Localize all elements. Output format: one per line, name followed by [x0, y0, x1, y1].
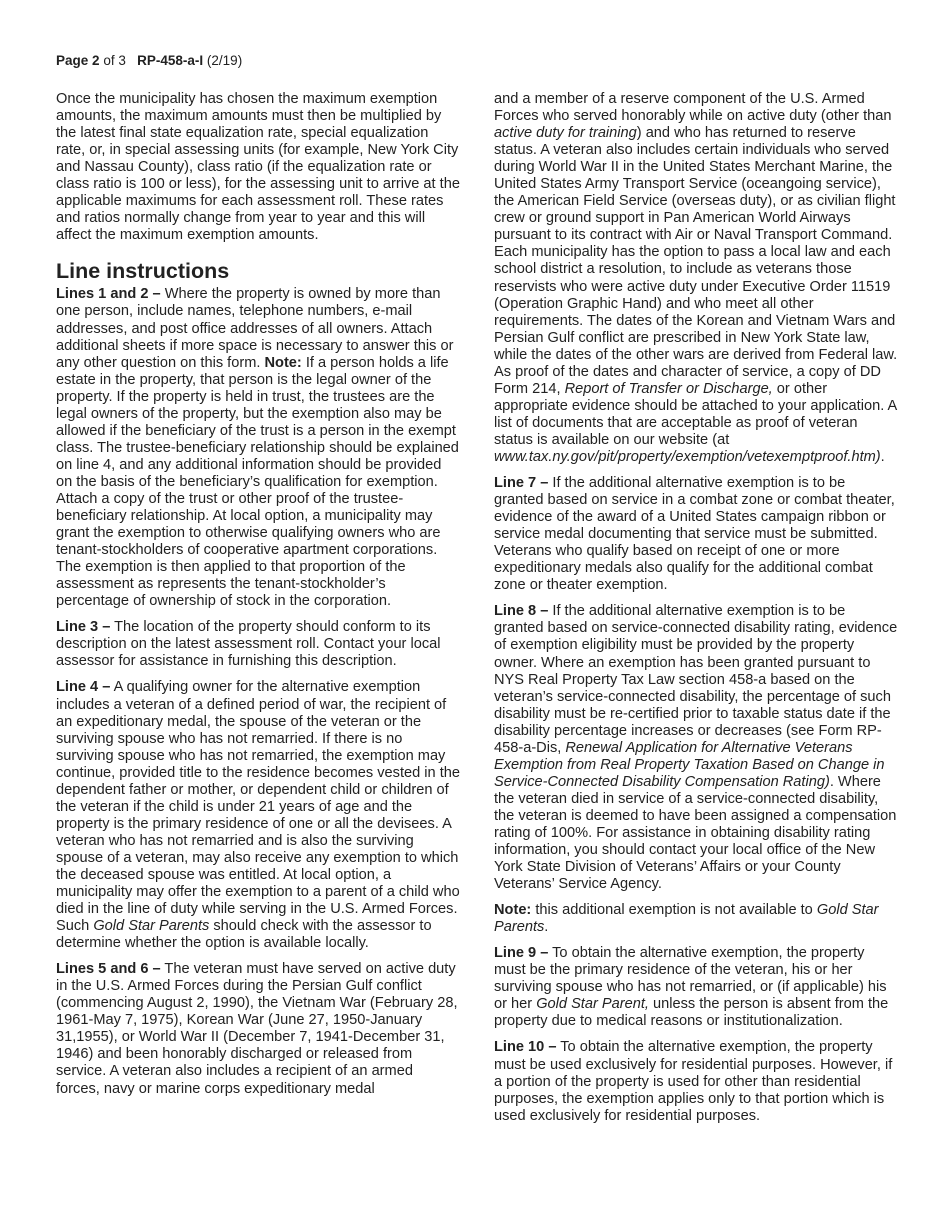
line-4-paragraph — [56, 679, 460, 952]
page-header — [56, 53, 242, 68]
paragraph-text: To obtain the alternative exemption, the property must be the primary residence of the veteran, his or her surviving spouse who has not remarried, or (if applicable) his or her — [494, 945, 887, 1013]
line-8-paragraph — [494, 603, 898, 893]
line-10-paragraph — [494, 1039, 898, 1124]
note-label: Note: — [494, 902, 532, 919]
paragraph-text: If a person holds a life estate in the property, that person is the legal owner of the property. If the property is held in trust, the trustees are the legal owners of the property, but the exemption also may be allowed if the beneficiary of the trust is a person in the exempt class. The trustee-beneficiary relationship should be explained on line 4, and any additional information should be provided on the basis of the beneficiary’s qualification for exemption. Attach a copy of the trust or other proof of the trustee-beneficiary relationship. At local option, a municipality may grant the exemption to otherwise qualifying owners who are tenant-stockholders of cooperative apartment corporations. The exemption is then applied to that proportion of the assessment as represents the tenant-stockholder’s percentage of ownership of stock in the corporation. — [56, 354, 459, 610]
paragraph-text: . — [544, 919, 549, 936]
right-column — [494, 91, 898, 1134]
line-label: Line 4 – — [56, 679, 111, 696]
line-9-paragraph — [494, 945, 898, 1030]
left-column — [56, 91, 460, 1107]
line-label: Line 9 – — [494, 945, 549, 962]
paragraph-text: unless the person is absent from the property due to medical reasons or institutionalization. — [494, 996, 889, 1030]
paragraph-text: . — [880, 448, 885, 465]
line-label: Lines 5 and 6 – — [56, 961, 161, 978]
website-url: www.tax.ny.gov/pit/property/exemption/vetexemptproof.htm) — [494, 448, 881, 465]
line-label: Lines 1 and 2 – — [56, 286, 161, 303]
line-7-paragraph — [494, 475, 898, 594]
section-heading: Line instructions — [56, 259, 230, 284]
line-label: Line 8 – — [494, 603, 549, 620]
paragraph-text: Where the property is owned by more than one person, include names, telephone numbers, e-mail addresses, and post office addresses of all owners. Attach additional sheets if more space is necessary to answer this or any other question on this form. — [56, 286, 454, 371]
paragraph-text: A qualifying owner for the alternative exemption includes a veteran of a defined period of war, the recipient of an expeditionary medal, the spouse of the veteran or the surviving spouse who has not remarried. If there is no surviving spouse who has not remarried, the exemption may continue, provided title to the residence becomes vested in the dependent father or mother, or dependent child or children of the veteran if the child is under 21 years of age and the property is the primary residence of one or all the devisees. A veteran who has not remarried and is also the surviving spouse of a veteran, may also receive any exemption to which the deceased spouse was entitled. At local option, a municipality may offer the exemption to a parent of a child who died in the line of duty while serving in the U.S. Armed Forces. Such — [56, 679, 461, 935]
form-id: RP-458-a-I — [137, 53, 204, 68]
lines-5-6-continued — [494, 91, 898, 466]
italic-text: Gold Star Parents — [93, 918, 210, 935]
intro-paragraph: Once the municipality has chosen the maximum exemption amounts, the maximum amounts must then be multiplied by the latest final state equalization rate, special equalization rate, or, in special assessing units (for example, New York City and Nassau County), class ratio (if the equalization rate or class ratio is 100 or less), for the assessing unit to arrive at the applicable maximums for each assessment roll. These rates and ratios normally change from year to year and this will affect the maximum exemption amounts. — [56, 91, 460, 244]
italic-text: Renewal Application for Alternative Veterans Exemption from Real Property Taxation Based on Change in Service-Connected Disability Compensation Rating) — [494, 739, 885, 790]
paragraph-text: The veteran must have served on active duty in the U.S. Armed Forces during the Persian Gulf conflict (commencing August 2, 1990), the Vietnam War (February 28, 1961-May 7, 1975), Korean War (June 27, 1950-January 31,1955), or World War II (December 7, 1941-December 31, 1946) and been honorably discharged or released from service. A veteran also includes a recipient of an armed forces, navy or marine corps expeditionary medal — [56, 961, 458, 1097]
page-number: 2 — [92, 53, 100, 68]
lines-5-6-paragraph — [56, 961, 460, 1097]
line-3-paragraph — [56, 619, 460, 670]
paragraph-text: ) and who has returned to reserve status. A veteran also includes certain individuals who served during World War II in the United States Merchant Marine, the United States Army Transport Service (oceangoing service), the American Field Service (overseas duty), or as civilian flight crew or ground support in Pan American World Airways pursuant to its contract with Air or Naval Transport Command. Each municipality has the option to pass a local law and each school district a resolution, to include as veterans those reservists who were active duty under Executive Order 11519 (Operation Graphic Hand) and who meet all other requirements. The dates of the Korean and Vietnam Wars and Persian Gulf conflict are prescribed in New York State law, while the dates of the other wars are derived from Federal law. As proof of the dates and character of service, a copy of DD Form 214, — [494, 125, 898, 397]
page-label: Page — [56, 53, 89, 68]
note-label: Note: — [264, 354, 302, 371]
paragraph-text: or other appropriate evidence should be attached to your application. A list of documents that are acceptable as proof of veteran status is available on our website (at — [494, 380, 897, 448]
lines-1-2-paragraph — [56, 286, 460, 610]
line-label: Line 7 – — [494, 475, 549, 492]
italic-text: Gold Star Parent, — [536, 996, 649, 1013]
note-paragraph — [494, 902, 898, 936]
line-label: Line 3 – — [56, 619, 111, 636]
page-of: of 3 — [103, 53, 126, 68]
paragraph-text: The location of the property should conform to its description on the latest assessment roll. Contact your local assessor for assistance in furnishing this description. — [56, 619, 441, 670]
paragraph-text: . Where the veteran died in service of a service-connected disability, the veteran is deemed to have been assigned a compensation rating of 100%. For assistance in obtaining disability rating information, you should contact your local office of the New York State Division of Veterans’ Affairs or your County Veterans’ Service Agency. — [494, 773, 897, 893]
italic-text: Gold Star Parents — [494, 902, 879, 936]
paragraph-text: this additional exemption is not available to — [531, 902, 817, 919]
italic-text: Report of Transfer or Discharge, — [564, 380, 773, 397]
form-date: (2/19) — [206, 53, 243, 68]
italic-text: active duty for training — [494, 125, 637, 142]
paragraph-text: To obtain the alternative exemption, the property must be used exclusively for residential purposes. However, if a portion of the property is used for other than residential purposes, the exemption applies only to that portion which is used exclusively for residential purposes. — [494, 1039, 893, 1124]
paragraph-text: If the additional alternative exemption is to be granted based on service-connected disability rating, evidence of exemption eligibility must be provided by the property owner. Where an exemption has been granted pursuant to NYS Real Property Tax Law section 458-a based on the veteran’s service-connected disability, the percentage of such disability must be re-certified prior to taxable status date if the disability percentage increases or decreases (see Form RP-458-a-Dis, — [494, 603, 898, 756]
paragraph-text: If the additional alternative exemption is to be granted based on service in a combat zone or combat theater, evidence of the award of a United States campaign ribbon or service medal documenting that service must be submitted. Veterans who qualify based on receipt of one or more expeditionary medals also qualify for the additional combat zone or theater exemption. — [494, 475, 895, 594]
line-label: Line 10 – — [494, 1039, 557, 1056]
paragraph-text: and a member of a reserve component of the U.S. Armed Forces who served honorably while on active duty (other than — [494, 91, 892, 125]
paragraph-text: should check with the assessor to determine whether the option is available locally. — [56, 918, 432, 952]
